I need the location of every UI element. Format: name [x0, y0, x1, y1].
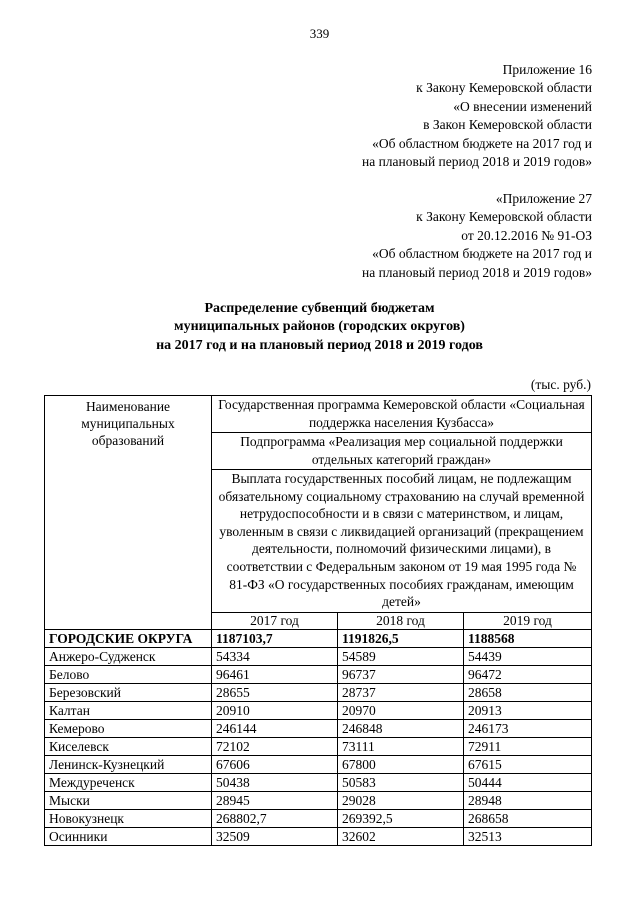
municipality-name: Новокузнецк: [45, 810, 212, 828]
value-2019: 67615: [464, 756, 592, 774]
value-2019: 246173: [464, 720, 592, 738]
municipality-name: Мыски: [45, 792, 212, 810]
total-row: [45, 630, 592, 648]
value-2017: 268802,7: [212, 810, 338, 828]
value-2019: 96472: [464, 666, 592, 684]
value-2018: 246848: [338, 720, 464, 738]
value-2017: 50438: [212, 774, 338, 792]
value-2017: 54334: [212, 648, 338, 666]
appendix-line: «Об областном бюджете на 2017 год и: [372, 135, 592, 151]
table-row: [45, 648, 592, 666]
table-row: [45, 774, 592, 792]
municipality-name: Киселевск: [45, 738, 212, 756]
measure-header: Выплата государственных пособий лицам, не подлежащим обязательному социальному страхованию на случай временной нетрудоспособности и в связи с материнством, и лицам, уволенным в связи с ликвидацией организаций (прекращением деятельности, полномочий физическими лицами), в соответствии с Федеральным законом от 19 мая 1995 года № 81-ФЗ «О государственных пособиях гражданам, имеющим детей»: [212, 470, 592, 613]
table-row: [45, 702, 592, 720]
appendix-line: Приложение 16: [502, 62, 592, 77]
value-2019: 72911: [464, 738, 592, 756]
value-2019: 28658: [464, 684, 592, 702]
year-header-2018: 2018 год: [338, 613, 464, 630]
appendix-16-header: [362, 61, 592, 171]
municipality-name: Кемерово: [45, 720, 212, 738]
appendix-27-header: [362, 190, 592, 282]
table-row: [45, 756, 592, 774]
appendix-line: в Закон Кемеровской области: [423, 117, 592, 133]
municipality-name: Ленинск-Кузнецкий: [45, 756, 212, 774]
municipality-name: Белово: [45, 666, 212, 684]
value-2019: 54439: [464, 648, 592, 666]
value-2019: 1188568: [464, 630, 592, 648]
table-row: [45, 810, 592, 828]
value-2019: 268658: [464, 810, 592, 828]
value-2017: 28945: [212, 792, 338, 810]
subsidy-table: [44, 395, 592, 846]
appendix-line: от 20.12.2016 № 91-ОЗ: [461, 227, 592, 243]
units-label: (тыс. руб.): [530, 377, 591, 392]
value-2018: 96737: [338, 666, 464, 684]
value-2018: 73111: [338, 738, 464, 756]
value-2017: 1187103,7: [212, 630, 338, 648]
value-2017: 72102: [212, 738, 338, 756]
value-2017: 246144: [212, 720, 338, 738]
document-title: [0, 300, 639, 355]
value-2019: 28948: [464, 792, 592, 810]
page-number: 339: [309, 26, 330, 41]
table-row: [45, 666, 592, 684]
table-row: [45, 684, 592, 702]
value-2017: 20910: [212, 702, 338, 720]
municipality-name: ГОРОДСКИЕ ОКРУГА: [45, 630, 212, 648]
value-2018: 54589: [338, 648, 464, 666]
value-2018: 32602: [338, 828, 464, 846]
appendix-line: «Об областном бюджете на 2017 год и: [372, 246, 592, 262]
value-2017: 32509: [212, 828, 338, 846]
program-header: Государственная программа Кемеровской области «Социальная поддержка населения Кузбасса»: [212, 396, 592, 433]
value-2018: 67800: [338, 756, 464, 774]
value-2017: 28655: [212, 684, 338, 702]
value-2018: 1191826,5: [338, 630, 464, 648]
subprogram-header: Подпрограмма «Реализация мер социальной поддержки отдельных категорий граждан»: [212, 433, 592, 470]
title-line: на 2017 год и на плановый период 2018 и 2019 годов: [156, 337, 483, 353]
year-header-2017: 2017 год: [212, 613, 338, 630]
value-2018: 269392,5: [338, 810, 464, 828]
table-row: [45, 720, 592, 738]
value-2017: 96461: [212, 666, 338, 684]
table-row: [45, 738, 592, 756]
appendix-line: к Закону Кемеровской области: [416, 80, 592, 96]
appendix-line: «Приложение 27: [495, 191, 592, 206]
appendix-line: к Закону Кемеровской области: [416, 209, 592, 225]
value-2018: 29028: [338, 792, 464, 810]
value-2019: 32513: [464, 828, 592, 846]
value-2019: 50444: [464, 774, 592, 792]
title-line: Распределение субвенций бюджетам: [204, 301, 435, 316]
table-row: [45, 792, 592, 810]
table-row: [45, 828, 592, 846]
municipality-column-header: Наименование муниципальных образований: [45, 396, 212, 630]
value-2019: 20913: [464, 702, 592, 720]
value-2018: 28737: [338, 684, 464, 702]
appendix-line: «О внесении изменений: [453, 98, 592, 114]
value-2017: 67606: [212, 756, 338, 774]
municipality-name: Осинники: [45, 828, 212, 846]
value-2018: 20970: [338, 702, 464, 720]
municipality-name: Междуреченск: [45, 774, 212, 792]
municipality-name: Калтан: [45, 702, 212, 720]
table-body: [45, 630, 592, 846]
municipality-name: Анжеро-Судженск: [45, 648, 212, 666]
appendix-line: на плановый период 2018 и 2019 годов»: [361, 264, 592, 280]
appendix-line: на плановый период 2018 и 2019 годов»: [361, 154, 592, 170]
title-line: муниципальных районов (городских округов): [174, 319, 465, 335]
year-header-2019: 2019 год: [464, 613, 592, 630]
value-2018: 50583: [338, 774, 464, 792]
municipality-name: Березовский: [45, 684, 212, 702]
